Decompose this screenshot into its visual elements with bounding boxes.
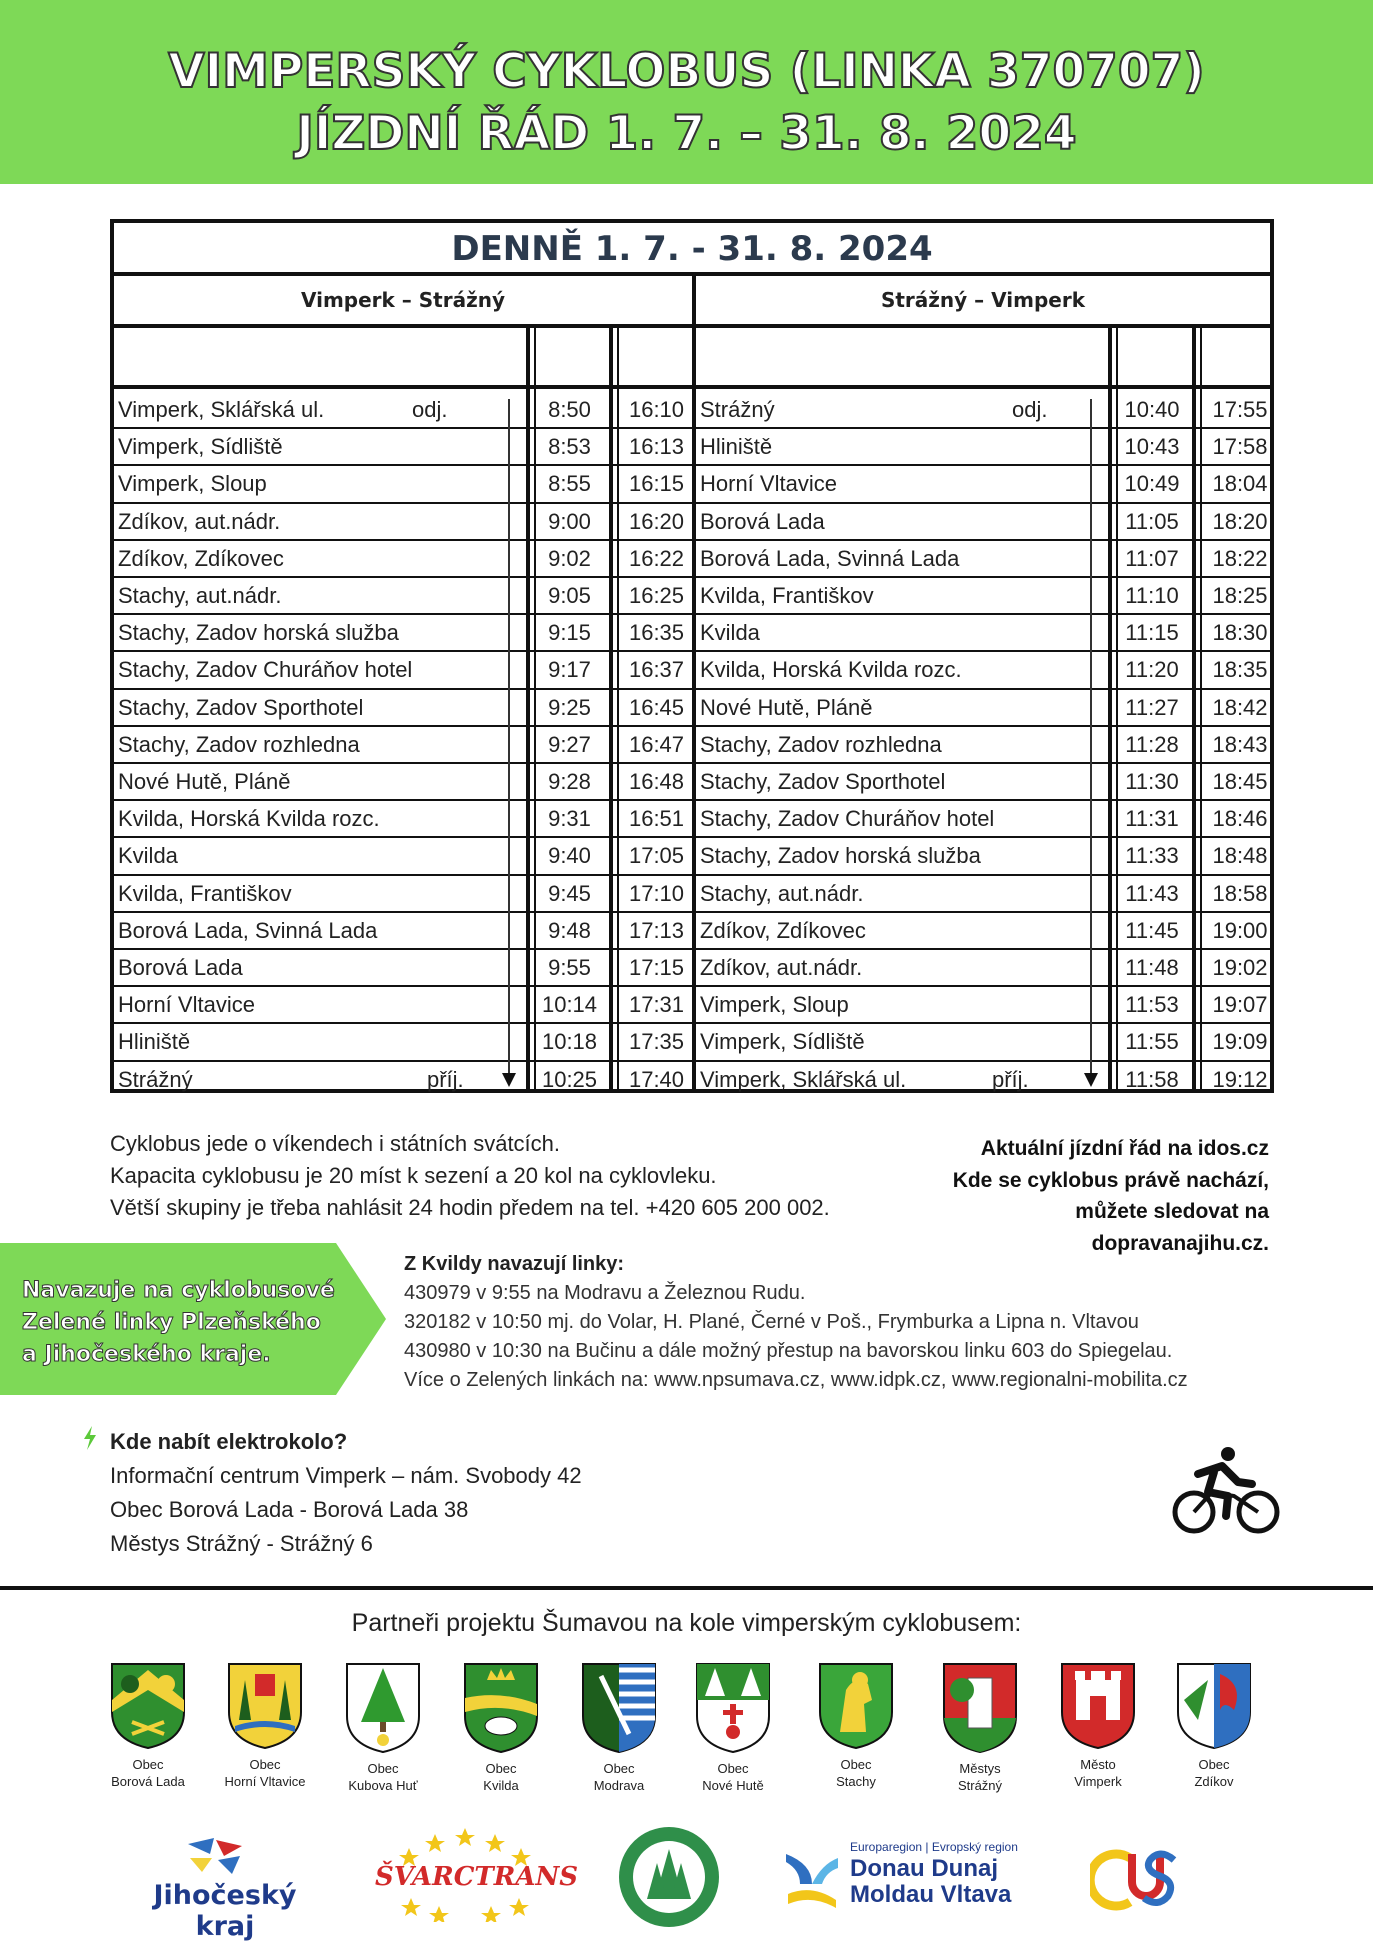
crest-caption: Obec Nové Hutě xyxy=(702,1761,764,1793)
cus-logo-icon xyxy=(1090,1838,1180,1916)
coat-of-arms-icon xyxy=(816,1660,896,1750)
departure-time: 9:45 xyxy=(548,880,591,906)
coat-of-arms-icon xyxy=(693,1660,773,1754)
callout-line: Zelené linky Plzeňského xyxy=(22,1310,321,1335)
departure-time: 10:25 xyxy=(541,1066,598,1092)
direction-arrow-line xyxy=(508,399,510,1083)
departure-time: 16:51 xyxy=(628,806,685,832)
header-banner xyxy=(0,0,1373,184)
crest-caption: Město Vimperk xyxy=(1074,1757,1122,1789)
arrival-label: příj. xyxy=(992,1066,1029,1092)
departure-time: 11:27 xyxy=(1125,694,1179,720)
departure-time: 8:55 xyxy=(548,471,591,497)
stop-name: Vimperk, Sloup xyxy=(118,471,267,497)
logo-np-sumava xyxy=(617,1825,721,1929)
stop-name: Borová Lada, Svinná Lada xyxy=(700,545,960,571)
stop-name: Zdíkov, aut.nádr. xyxy=(700,955,863,980)
stop-name: Vimperk, Sloup xyxy=(700,992,849,1018)
departure-time: 9:28 xyxy=(548,769,591,794)
departure-time: 9:15 xyxy=(548,620,591,646)
timetable xyxy=(110,219,1274,1093)
direction-1-heading: Vimperk – Strážný xyxy=(114,276,692,328)
crest-caption: Obec Kvilda xyxy=(483,1761,519,1793)
departure-time: 18:22 xyxy=(1212,545,1268,571)
stop-name: Vimperk, Sklářská ul. xyxy=(118,397,325,422)
crest-stachy xyxy=(806,1660,906,1800)
coat-of-arms-icon xyxy=(1174,1660,1254,1750)
stop-name: Stachy, Zadov Sporthotel xyxy=(118,694,364,720)
departure-time: 18:20 xyxy=(1212,508,1268,534)
departure-time: 11:15 xyxy=(1125,620,1179,646)
partners-heading: Partneři projektu Šumavou na kole vimperským cyklobusem: xyxy=(351,1609,1022,1637)
coat-of-arms-icon xyxy=(1058,1660,1138,1750)
info-note: Kapacita cyklobusu je 20 míst k sezení a 20 kol na cyklovleku. xyxy=(110,1163,717,1188)
connecting-line: 430980 v 10:30 na Bučinu a dále možný přestup na bavorskou linku 603 do Spiegelau. xyxy=(404,1340,1173,1362)
departure-time: 10:14 xyxy=(541,992,598,1018)
stop-name: Borová Lada xyxy=(700,508,825,534)
departure-time: 9:05 xyxy=(548,583,591,608)
departure-time: 16:35 xyxy=(628,620,685,646)
stop-name: Vimperk, Sídliště xyxy=(700,1029,865,1055)
departure-time: 11:20 xyxy=(1125,657,1179,683)
departure-time: 16:48 xyxy=(628,769,685,794)
departure-time: 11:55 xyxy=(1125,1029,1179,1055)
departure-time: 16:37 xyxy=(628,657,685,683)
section-divider xyxy=(0,1586,1373,1590)
region-logo-icon xyxy=(180,1836,250,1876)
grid-vline xyxy=(1192,328,1196,1089)
crest-kubova-hut xyxy=(333,1660,433,1800)
stop-name: Stachy, Zadov rozhledna xyxy=(118,731,360,757)
departure-time: 16:15 xyxy=(628,471,685,497)
crest-zdikov xyxy=(1164,1660,1264,1800)
arrival-label: příj. xyxy=(427,1066,464,1092)
connecting-lines-heading: Z Kvildy navazují linky: xyxy=(404,1253,625,1275)
departure-time: 19:07 xyxy=(1212,992,1268,1018)
live-info xyxy=(953,1133,1269,1259)
info-note: Cyklobus jede o víkendech i státních svátcích. xyxy=(110,1131,561,1156)
crest-caption: Obec Zdíkov xyxy=(1194,1757,1234,1789)
callout-line: a Jihočeského kraje. xyxy=(22,1342,271,1367)
connecting-lines xyxy=(404,1250,1188,1395)
departure-time: 17:13 xyxy=(628,917,685,943)
connecting-line: 430979 v 9:55 na Modravu a Železnou Rudu. xyxy=(404,1282,806,1304)
stop-name: Stachy, Zadov horská služba xyxy=(118,620,399,646)
stop-name: Kvilda, Františkov xyxy=(118,880,292,906)
departure-time: 17:05 xyxy=(628,843,685,869)
charging-place: Městys Strážný - Strážný 6 xyxy=(110,1531,373,1556)
departure-time: 16:47 xyxy=(628,731,685,757)
departure-time: 16:25 xyxy=(628,583,685,608)
stop-name: Kvilda xyxy=(118,843,178,869)
crest-caption: Městys Strážný xyxy=(957,1761,1003,1793)
connecting-line: 320182 v 10:50 mj. do Volar, H. Plané, Černé v Poš., Frymburka a Lipna n. Vltavou xyxy=(404,1311,1139,1333)
departure-time: 11:53 xyxy=(1125,992,1179,1018)
departure-time: 19:02 xyxy=(1212,955,1268,980)
coat-of-arms-icon xyxy=(108,1660,188,1750)
europaregion-icon xyxy=(782,1844,842,1914)
departure-time: 16:45 xyxy=(628,694,685,720)
stop-name: Kvilda, Horská Kvilda rozc. xyxy=(700,657,962,683)
departure-time: 18:48 xyxy=(1212,843,1268,869)
stop-name: Stachy, aut.nádr. xyxy=(700,880,864,906)
stop-name: Stachy, Zadov Churáňov hotel xyxy=(118,657,413,683)
departure-time: 10:18 xyxy=(541,1029,598,1055)
departure-time: 19:00 xyxy=(1212,917,1268,943)
stop-name: Vimperk, Sídliště xyxy=(118,434,283,460)
crest-vimperk xyxy=(1048,1660,1148,1800)
crest-nove-hute xyxy=(683,1660,783,1800)
departure-time: 11:30 xyxy=(1125,769,1179,794)
departure-time: 16:20 xyxy=(628,508,685,534)
departure-time: 16:22 xyxy=(628,545,685,571)
charging-info xyxy=(110,1425,582,1561)
departure-time: 11:07 xyxy=(1125,545,1179,571)
crest-caption: Obec Modrava xyxy=(593,1761,645,1793)
logo-jihocesky-kraj xyxy=(130,1836,320,1942)
departure-time: 9:31 xyxy=(548,806,591,832)
europaregion-small: Europaregion | Evropský region xyxy=(850,1840,1018,1854)
header-title: VIMPERSKÝ CYKLOBUS (LINKA 370707) xyxy=(168,44,1205,99)
stop-name: Hliniště xyxy=(700,434,773,460)
coat-of-arms-icon xyxy=(225,1660,305,1750)
direction-arrow-icon xyxy=(1084,1073,1098,1087)
departure-time: 18:46 xyxy=(1212,806,1268,832)
departure-time: 18:30 xyxy=(1212,620,1268,646)
departure-time: 9:48 xyxy=(548,917,591,943)
departure-time: 10:49 xyxy=(1124,471,1180,497)
crest-caption: Obec Stachy xyxy=(836,1757,876,1789)
crest-caption: Obec Borová Lada xyxy=(111,1757,185,1789)
departure-time: 11:28 xyxy=(1125,731,1179,757)
europaregion-line2: Moldau Vltava xyxy=(850,1881,1012,1908)
stop-name: Stachy, Zadov Sporthotel xyxy=(700,769,946,794)
departure-label: odj. xyxy=(1012,397,1048,422)
stop-name: Strážný xyxy=(118,1066,193,1092)
stop-name: Borová Lada xyxy=(118,955,243,980)
logo-jk-text: Jihočeský kraj xyxy=(153,1880,297,1942)
direction-arrow-icon xyxy=(502,1073,516,1087)
charging-heading: Kde nabít elektrokolo? xyxy=(110,1429,348,1454)
departure-time: 17:40 xyxy=(628,1066,685,1092)
callout-text xyxy=(22,1275,335,1371)
departure-time: 18:04 xyxy=(1212,471,1268,497)
departure-time: 19:09 xyxy=(1212,1029,1268,1055)
crest-borova-lada xyxy=(98,1660,198,1800)
header-subtitle: JÍZDNÍ ŘÁD 1. 7. – 31. 8. 2024 xyxy=(296,106,1077,161)
live-info-line: Kde se cyklobus právě nachází, xyxy=(952,1168,1269,1192)
crest-caption: Obec Horní Vltavice xyxy=(224,1757,306,1789)
charging-place: Obec Borová Lada - Borová Lada 38 xyxy=(110,1497,469,1522)
grid-hline xyxy=(114,385,1270,389)
stop-name: Hliniště xyxy=(118,1029,191,1055)
departure-time: 18:58 xyxy=(1212,880,1268,906)
departure-time: 17:55 xyxy=(1212,397,1268,422)
departure-time: 18:25 xyxy=(1212,583,1268,608)
departure-time: 9:25 xyxy=(548,694,591,720)
departure-time: 11:33 xyxy=(1125,843,1179,869)
stop-name: Stachy, aut.nádr. xyxy=(118,583,282,608)
live-info-line: dopravanajihu.cz. xyxy=(1091,1231,1269,1255)
departure-time: 9:00 xyxy=(548,508,591,534)
logo-cus xyxy=(1090,1838,1180,1916)
connecting-line: Více o Zelených linkách na: www.npsumava.cz, www.idpk.cz, www.regionalni-mobilita.cz xyxy=(404,1369,1188,1391)
stop-name: Nové Hutě, Pláně xyxy=(700,694,873,720)
stop-name: Strážný xyxy=(700,397,775,422)
stop-name: Kvilda xyxy=(700,620,760,646)
departure-time: 11:31 xyxy=(1125,806,1179,832)
departure-time: 11:10 xyxy=(1125,583,1179,608)
departure-time: 19:12 xyxy=(1212,1066,1268,1092)
coat-of-arms-icon xyxy=(940,1660,1020,1754)
europaregion-line1: Donau Dunaj xyxy=(850,1855,998,1882)
callout-line: Navazuje na cyklobusové xyxy=(22,1278,335,1303)
departure-time: 11:48 xyxy=(1125,955,1179,980)
coat-of-arms-icon xyxy=(579,1660,659,1754)
lightning-icon xyxy=(82,1426,98,1450)
stop-name: Kvilda, Horská Kvilda rozc. xyxy=(118,806,380,832)
crest-caption: Obec Kubova Huť xyxy=(348,1761,418,1793)
departure-time: 18:42 xyxy=(1212,694,1268,720)
departure-time: 16:13 xyxy=(628,434,685,460)
stop-name: Stachy, Zadov horská služba xyxy=(700,843,981,869)
departure-time: 18:35 xyxy=(1212,657,1268,683)
departure-time: 18:43 xyxy=(1212,731,1268,757)
stop-name: Zdíkov, aut.nádr. xyxy=(118,508,281,534)
departure-time: 11:43 xyxy=(1125,880,1179,906)
departure-time: 18:45 xyxy=(1212,769,1268,794)
direction-2-heading: Strážný – Vimperk xyxy=(696,276,1270,328)
timetable-title: DENNĚ 1. 7. - 31. 8. 2024 xyxy=(114,223,1270,276)
coat-of-arms-icon xyxy=(343,1660,423,1754)
stop-name: Stachy, Zadov rozhledna xyxy=(700,731,942,757)
info-notes xyxy=(110,1128,830,1224)
departure-time: 10:40 xyxy=(1124,397,1180,422)
departure-time: 9:40 xyxy=(548,843,591,869)
departure-time: 17:10 xyxy=(628,880,685,906)
departure-time: 9:27 xyxy=(548,731,591,757)
stop-name: Horní Vltavice xyxy=(118,992,255,1018)
logo-svarctrans-text: ŠVARCTRANS xyxy=(375,1862,579,1892)
departure-time: 9:17 xyxy=(548,657,591,683)
live-info-line: můžete sledovat na xyxy=(1075,1200,1269,1223)
departure-time: 9:55 xyxy=(548,955,591,980)
stop-name: Zdíkov, Zdíkovec xyxy=(700,917,866,943)
crest-kvilda xyxy=(451,1660,551,1800)
stop-name: Vimperk, Sklářská ul. xyxy=(700,1066,907,1092)
info-note: Větší skupiny je třeba nahlásit 24 hodin předem na tel. +420 605 200 002. xyxy=(110,1195,830,1220)
departure-time: 16:10 xyxy=(628,397,685,422)
direction-arrow-line xyxy=(1090,399,1092,1083)
grid-vline xyxy=(609,328,613,1089)
departure-time: 11:45 xyxy=(1125,917,1179,943)
crest-modrava xyxy=(569,1660,669,1800)
stop-name: Stachy, Zadov Churáňov hotel xyxy=(700,806,995,832)
departure-time: 8:53 xyxy=(548,434,591,460)
crest-horni-vltavice xyxy=(215,1660,315,1800)
national-park-icon xyxy=(617,1825,721,1929)
stop-name: Kvilda, Františkov xyxy=(700,583,874,608)
stop-name: Zdíkov, Zdíkovec xyxy=(118,545,284,571)
departure-time: 10:43 xyxy=(1124,434,1180,460)
logo-svarctrans xyxy=(375,1826,579,1922)
departure-time: 17:35 xyxy=(628,1029,685,1055)
live-info-line: Aktuální jízdní řád na idos.cz xyxy=(980,1137,1269,1160)
stop-name: Borová Lada, Svinná Lada xyxy=(118,917,378,943)
logo-europaregion xyxy=(782,1840,1032,1920)
departure-time: 17:58 xyxy=(1212,434,1268,460)
coat-of-arms-icon xyxy=(461,1660,541,1754)
departure-label: odj. xyxy=(412,397,448,422)
departure-time: 17:31 xyxy=(628,992,685,1018)
cyclist-icon xyxy=(1172,1446,1280,1538)
departure-time: 11:05 xyxy=(1125,508,1179,534)
green-lines-callout xyxy=(0,1243,386,1395)
departure-time: 17:15 xyxy=(628,955,685,980)
stop-name: Nové Hutě, Pláně xyxy=(118,769,291,794)
departure-time: 11:58 xyxy=(1125,1066,1179,1092)
crest-strazny xyxy=(930,1660,1030,1800)
departure-time: 8:50 xyxy=(548,397,591,422)
departure-time: 9:02 xyxy=(548,545,591,571)
stop-name: Horní Vltavice xyxy=(700,471,837,497)
charging-place: Informační centrum Vimperk – nám. Svobody 42 xyxy=(110,1463,582,1488)
